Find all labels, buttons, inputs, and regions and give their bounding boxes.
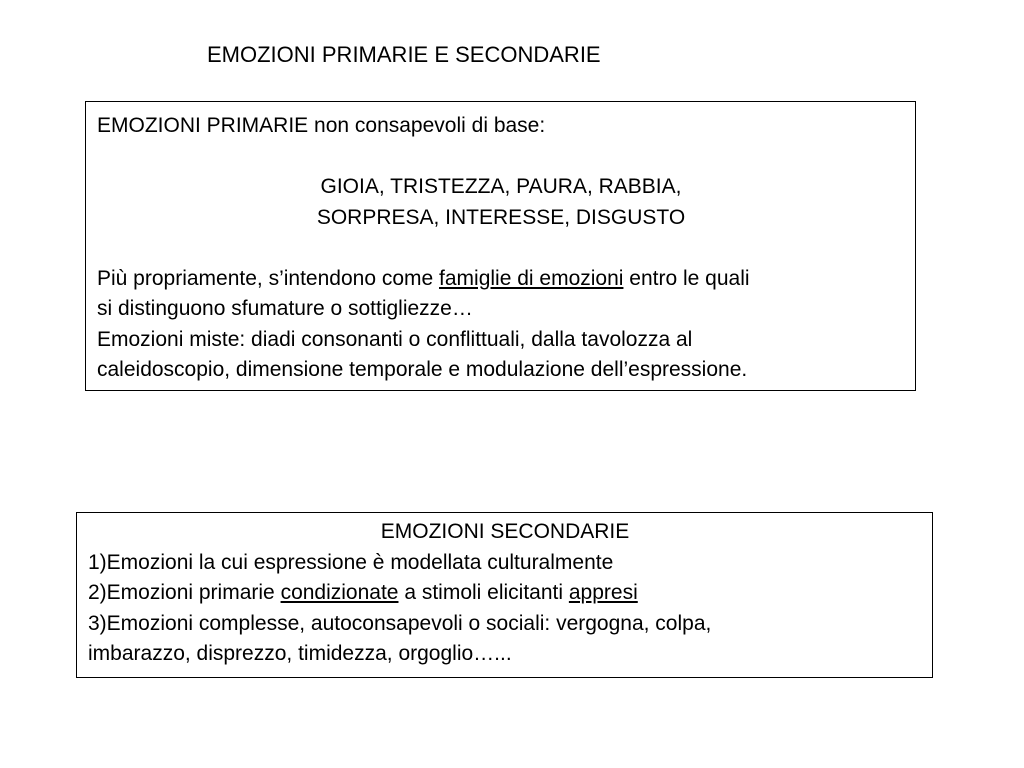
primary-heading-description: non consapevoli di base: xyxy=(308,114,546,137)
conditioned-underlined: condizionate xyxy=(280,581,399,604)
mixed-emotions-line-2: caleidoscopio, dimensione temporale e modulazione dell’espressione. xyxy=(97,358,748,381)
item-2-text-pre: 2)Emozioni primarie xyxy=(88,581,281,604)
learned-underlined: appresi xyxy=(568,581,638,604)
primary-heading-label: EMOZIONI PRIMARIE xyxy=(97,114,309,137)
item-2-text-mid: a stimoli elicitanti xyxy=(398,581,569,604)
spacer xyxy=(97,233,905,264)
families-text-pre: Più propriamente, s’intendono come xyxy=(97,266,440,290)
primary-heading xyxy=(97,111,905,142)
secondary-item-3-line-1: 3)Emozioni complesse, autoconsapevoli o sociali: vergogna, colpa, xyxy=(88,611,712,635)
primary-emotions-list-line-2: SORPRESA, INTERESSE, DISGUSTO xyxy=(316,205,686,229)
families-paragraph-line-1 xyxy=(97,264,905,295)
secondary-item-3-line-2: imbarazzo, disprezzo, timidezza, orgoglio…... xyxy=(88,642,512,665)
slide-title: EMOZIONI PRIMARIE E SECONDARIE xyxy=(207,42,601,67)
families-of-emotions-underlined: famiglie di emozioni xyxy=(439,266,624,290)
secondary-item-1: 1)Emozioni la cui espressione è modellata culturalmente xyxy=(88,550,614,574)
spacer xyxy=(97,142,905,173)
families-text-post: entro le quali xyxy=(623,266,750,290)
primary-emotions-list-line-1: GIOIA, TRISTEZZA, PAURA, RABBIA, xyxy=(320,175,682,198)
secondary-emotions-box xyxy=(76,512,933,678)
secondary-item-2 xyxy=(88,578,922,609)
primary-emotions-box xyxy=(85,101,916,391)
mixed-emotions-line-1: Emozioni miste: diadi consonanti o conflittuali, dalla tavolozza al xyxy=(97,327,693,351)
families-paragraph-line-2: si distinguono sfumature o sottigliezze… xyxy=(97,297,473,320)
secondary-heading: EMOZIONI SECONDARIE xyxy=(380,520,630,543)
